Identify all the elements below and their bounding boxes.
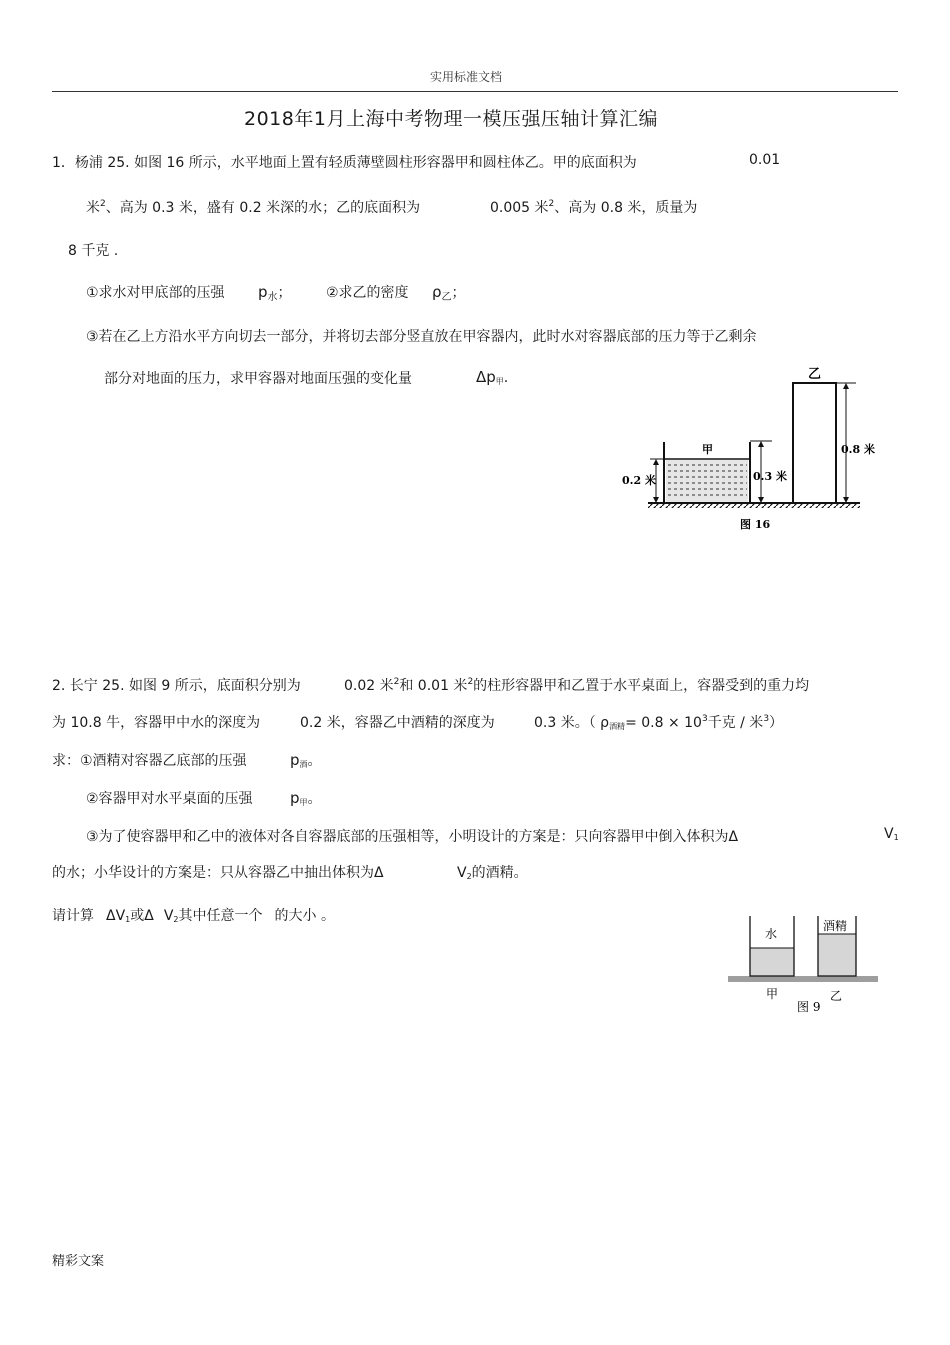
label-yi: 乙	[830, 989, 843, 1003]
q2-exp: 3	[701, 714, 708, 724]
q2-req1-symbol	[290, 750, 322, 770]
q2-req3-line1: ③为了使容器甲和乙中的液体对各自容器底部的压强相等，小明设计的方案是：只向容器甲中倒入体积为Δ	[86, 829, 739, 845]
q2-calc-symbols	[106, 905, 335, 925]
q1-sup: 2	[100, 199, 106, 209]
q2-unit: 千克 / 米	[707, 715, 764, 731]
dim-water-label: 0.2 米	[622, 474, 656, 487]
q1-req3-line1: ③若在乙上方沿水平方向切去一部分，并将切去部分竖直放在甲容器内，此时水对容器底部的压力等于乙剩余	[86, 329, 757, 345]
q2-paren: ）	[769, 715, 784, 731]
q1-line2-text: 、高为 0.3 米，盛有 0.2 米深的水；乙的底面积为	[105, 200, 421, 216]
q2-line2-mid: 0.2 米，容器乙中酒精的深度为	[300, 715, 495, 731]
q2-req2: ②容器甲对水平桌面的压强	[86, 791, 253, 807]
q2-area-jia: 0.02 米	[344, 678, 394, 694]
q1-sup2: 2	[548, 199, 555, 209]
q1-req1	[86, 282, 225, 302]
q1-line2	[86, 197, 420, 217]
q2-req2-symbol	[290, 788, 322, 808]
q2-line2-right	[534, 712, 783, 732]
symbol-p: p	[258, 283, 268, 301]
q1-line2-right	[490, 197, 697, 217]
symbol-p: p	[290, 789, 300, 807]
q2-line2	[52, 712, 260, 732]
figure-9	[724, 912, 884, 1020]
q2-sup2: 2	[467, 677, 474, 687]
symbol-v-sub: 2	[173, 915, 179, 924]
symbol-delta-p: Δp	[476, 368, 496, 386]
symbol-v: V	[163, 908, 174, 924]
q2-calc-end: 的大小 。	[274, 908, 335, 924]
q2-density: = 0.8 × 10	[625, 715, 702, 731]
figure-16	[620, 362, 882, 537]
q2-area-yi: 和 0.01 米	[399, 678, 468, 694]
q2-calc-or: 或Δ	[130, 908, 154, 924]
label-jia: 甲	[766, 987, 779, 1001]
q2-req3-v1	[884, 826, 899, 842]
symbol-rho-sub: 乙	[441, 292, 452, 303]
label-yi: 乙	[808, 367, 822, 382]
symbol-v: V	[884, 826, 894, 842]
q1-line1	[52, 152, 637, 172]
symbol-v-sub: 2	[466, 872, 472, 881]
label-jia: 甲	[702, 443, 713, 456]
q2-req3-line2-end	[457, 862, 528, 882]
period: .	[503, 370, 509, 386]
q2-exp2: 3	[763, 714, 770, 724]
figure-9-caption: 图 9	[797, 1000, 821, 1014]
q2-req1: 求：①酒精对容器乙底部的压强	[52, 753, 247, 769]
q1-line2-end: 、高为 0.8 米，质量为	[554, 200, 698, 216]
q2-line1-text: 2. 长宁 25. 如图 9 所示，底面积分别为	[52, 678, 301, 694]
figure-16-caption: 图 16	[740, 518, 771, 531]
q1-req2-text: ②求乙的密度	[326, 285, 409, 301]
q2-line1-end: 的柱形容器甲和乙置于水平桌面上，容器受到的重力均	[473, 678, 810, 694]
q2-sup: 2	[393, 677, 400, 687]
period: 。	[307, 753, 322, 769]
label-alcohol: 酒精	[823, 919, 848, 933]
symbol-p-sub: 甲	[299, 798, 308, 807]
q1-req2-symbol	[432, 282, 466, 302]
alcohol-yi	[818, 934, 856, 976]
q1-req2	[326, 282, 409, 302]
water-jia	[750, 948, 794, 976]
page-footer: 精彩文案	[52, 1254, 105, 1269]
q1-req1-text: ①求水对甲底部的压强	[86, 285, 225, 301]
q1-area-yi: 0.005 米	[490, 200, 549, 216]
q1-line1-value: 0.01	[749, 152, 781, 168]
q1-unit-m: 米	[86, 200, 100, 216]
document-title: 2018年1月上海中考物理一模压强压轴计算汇编	[244, 108, 658, 130]
q2-line2-text: 为 10.8 牛，容器甲中水的深度为	[52, 715, 261, 731]
water-jia	[666, 460, 748, 502]
page-header: 实用标准文档	[430, 70, 503, 84]
q2-calc	[52, 905, 94, 925]
q1-req3-symbol	[476, 368, 508, 386]
semicolon: ；	[451, 285, 466, 301]
symbol-p: p	[290, 751, 300, 769]
symbol-p-sub: 水	[267, 292, 278, 303]
arrow-up-icon	[653, 459, 659, 465]
dim-container-label: 0.3 米	[753, 470, 787, 483]
q2-calc-any: 其中任意一个	[178, 908, 263, 924]
arrow-up-icon	[758, 441, 764, 447]
symbol-p-sub: 酒	[299, 760, 308, 769]
q1-line1-text: 1．杨浦 25. 如图 16 所示，水平地面上置有轻质薄壁圆柱形容器甲和圆柱体乙。甲的底面积为	[52, 155, 637, 171]
symbol-v-sub: 1	[125, 915, 131, 924]
q1-line3: 8 千克 .	[68, 243, 119, 259]
q2-req3-line2-tail: 的酒精。	[471, 865, 528, 881]
header-divider	[52, 91, 898, 92]
semicolon: ；	[277, 285, 292, 301]
arrow-up-icon	[843, 383, 849, 389]
symbol-delta-p-sub: 甲	[495, 377, 504, 386]
table-surface	[728, 976, 878, 982]
label-water: 水	[765, 927, 778, 941]
symbol-v-sub: 1	[893, 833, 899, 842]
q2-line1	[52, 675, 301, 695]
q1-req1-symbol	[258, 282, 292, 302]
dim-cylinder-label: 0.8 米	[841, 443, 875, 456]
q2-calc-lead: 请计算	[52, 908, 94, 924]
q2-line1-values	[344, 675, 809, 695]
symbol-delta-v: ΔV	[106, 908, 126, 924]
q1-req3-line2: 部分对地面的压力，求甲容器对地面压强的变化量	[104, 371, 412, 387]
symbol-v: V	[457, 865, 467, 881]
period: 。	[307, 791, 322, 807]
q2-req3-line2: 的水；小华设计的方案是：只从容器乙中抽出体积为Δ	[52, 865, 384, 881]
symbol-rho: ρ	[432, 283, 442, 301]
q2-depth-yi: 0.3 米。（ ρ	[534, 715, 610, 731]
symbol-rho-sub: 酒精	[609, 722, 626, 731]
cylinder-yi	[793, 383, 836, 503]
